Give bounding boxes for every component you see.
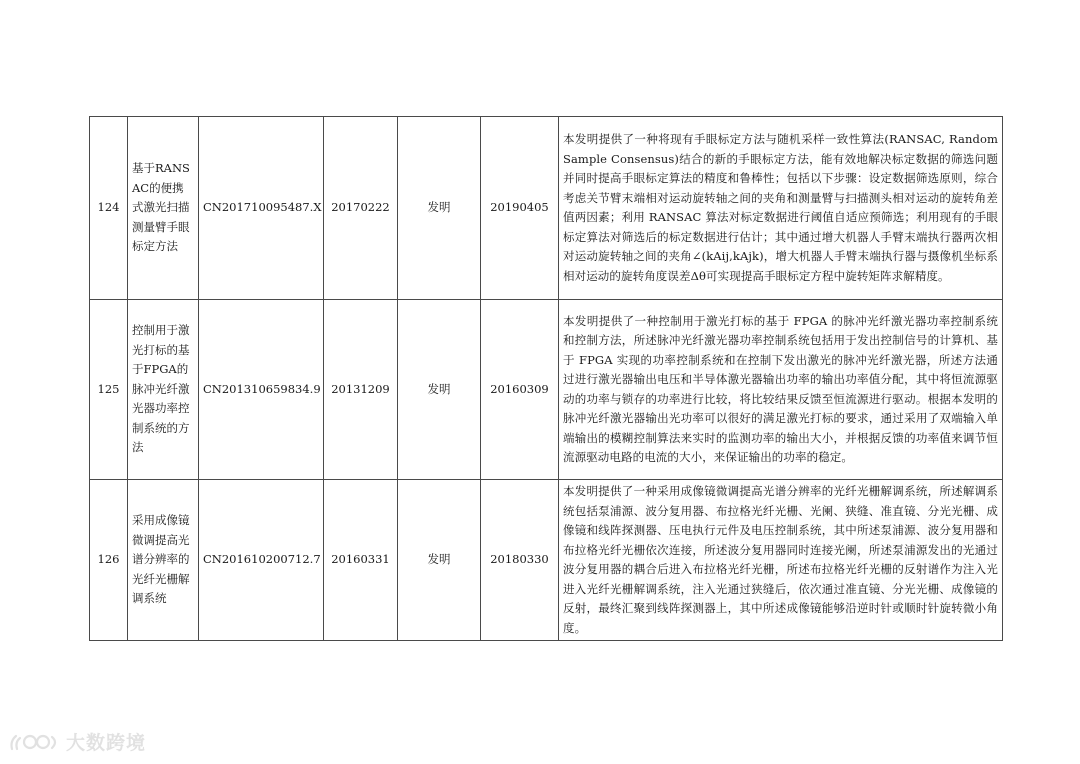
- application-date: 20160331: [324, 480, 398, 641]
- patent-title: 基于RANSAC的便携式激光扫描测量臂手眼标定方法: [128, 117, 199, 300]
- brand-logo-icon: [8, 731, 60, 753]
- table-row: [90, 480, 1003, 641]
- table-row: [90, 300, 1003, 480]
- application-number: CN201610200712.7: [199, 480, 324, 641]
- table-row: [90, 117, 1003, 300]
- watermark-text: 大数跨境: [66, 732, 147, 754]
- patent-type: 发明: [398, 300, 481, 480]
- patent-abstract: 本发明提供了一种将现有手眼标定方法与随机采样一致性算法(RANSAC, Random Sample Consensus)结合的新的手眼标定方法，能有效地解决标定数据的筛选问题并同时提高手眼标定算法的精度和鲁棒性；包括以下步骤：设定数据筛选原则，综合考虑关节臂末端相对运动旋转轴之间的夹角和测量臂与扫描测头相对运动的旋转角差值两因素；利用 RANSAC 算法对标定数据进行阈值自适应预筛选；利用现有的手眼标定算法对筛选后的标定数据进行估计；其中通过增大机器人手臂末端执行器两次相对运动旋转轴之间的夹角∠(kAij,kAjk)，增大机器人手臂末端执行器与摄像机坐标系相对运动的旋转角度误差Δθ可实现提高手眼标定方程中旋转矩阵求解精度。: [559, 117, 1003, 300]
- patent-title: 控制用于激光打标的基于FPGA的脉冲光纤激光器功率控制系统的方法: [128, 300, 199, 480]
- application-date: 20131209: [324, 300, 398, 480]
- application-date: 20170222: [324, 117, 398, 300]
- application-number: CN201310659834.9: [199, 300, 324, 480]
- application-number: CN201710095487.X: [199, 117, 324, 300]
- watermark: [8, 728, 146, 755]
- publication-date: 20190405: [481, 117, 559, 300]
- publication-date: 20160309: [481, 300, 559, 480]
- patent-type: 发明: [398, 117, 481, 300]
- row-number: 125: [90, 300, 128, 480]
- row-number: 124: [90, 117, 128, 300]
- patent-type: 发明: [398, 480, 481, 641]
- patent-abstract: 本发明提供了一种采用成像镜微调提高光谱分辨率的光纤光栅解调系统，所述解调系统包括泵浦源、波分复用器、布拉格光纤光栅、光阑、狭缝、准直镜、分光光栅、成像镜和线阵探测器、压电执行元件及电压控制系统，其中所述泵浦源、波分复用器和布拉格光纤光栅依次连接，所述波分复用器同时连接光阑，所述泵浦源发出的光通过波分复用器的耦合后进入布拉格光纤光栅，所述布拉格光纤光栅的反射谱作为注入光进入光纤光栅解调系统，注入光通过狭缝后，依次通过准直镜、分光光栅、成像镜的反射，最终汇聚到线阵探测器上，其中所述成像镜能够沿逆时针或顺时针旋转微小角度。: [559, 480, 1003, 641]
- patent-table: [89, 116, 1003, 641]
- patent-abstract: 本发明提供了一种控制用于激光打标的基于 FPGA 的脉冲光纤激光器功率控制系统和控制方法，所述脉冲光纤激光器功率控制系统包括用于发出控制信号的计算机、基于 FPGA 实现的功率控制系统和在控制下发出激光的脉冲光纤激光器，所述方法通过进行激光器输出电压和半导体激光器输出功率的输出功率值分配，其中将恒流源驱动的功率与锁存的功率进行比较，将比较结果反馈至恒流源进行驱动。根据本发明的脉冲光纤激光器输出光功率可以很好的满足激光打标的要求，通过采用了双端输入单端输出的模糊控制算法来实时的监测功率的输出大小，并根据反馈的功率值来调节恒流源驱动电路的电流的大小，来保证输出的功率的稳定。: [559, 300, 1003, 480]
- publication-date: 20180330: [481, 480, 559, 641]
- patent-title: 采用成像镜微调提高光谱分辨率的光纤光栅解调系统: [128, 480, 199, 641]
- row-number: 126: [90, 480, 128, 641]
